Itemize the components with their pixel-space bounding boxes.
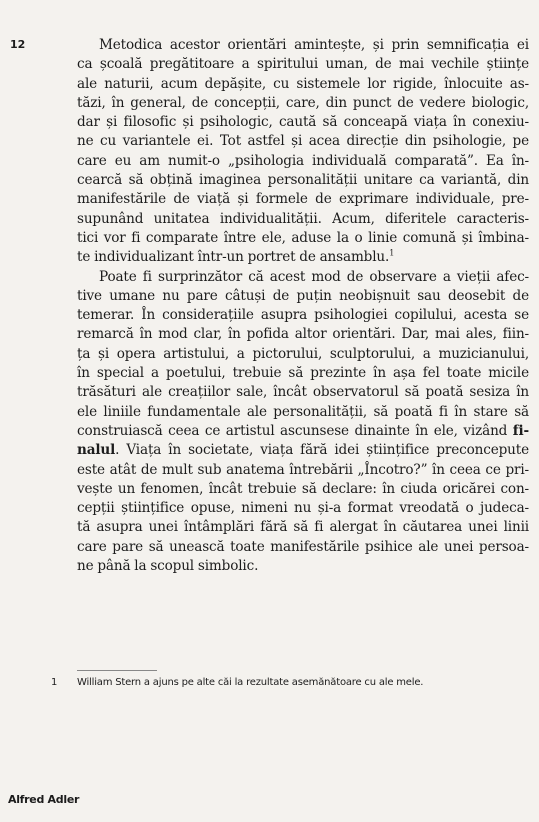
running-footer-author: Alfred Adler xyxy=(8,793,80,806)
text-line: cepții științifice opuse, nimeni nu și-a format vreodată o judeca- xyxy=(77,500,529,517)
text-line xyxy=(77,248,529,267)
text-line: este atât de mult sub anatema întrebării „Încotro?” în ceea ce pri- xyxy=(77,461,529,478)
text-line: trăsături ale creațiilor sale, încât observatorul să poată sesiza în xyxy=(77,384,529,401)
text-line: ele liniile fundamentale ale personalității, să poată fi în stare să xyxy=(77,403,529,420)
text-line: ale naturii, acum depășite, cu sistemele lor rigide, înlocuite as- xyxy=(77,75,529,92)
text-fragment: . Viața în societate, viața fără idei științifice preconcepute xyxy=(115,442,529,459)
footnote-number: 1 xyxy=(51,677,58,688)
footnote-marker[interactable]: 1 xyxy=(389,248,395,258)
page-number: 12 xyxy=(10,38,26,51)
text-line: dar și filosofic și psihologic, caută să conceapă viața în conexiu- xyxy=(77,114,529,131)
text-line: tive umane nu pare câtuși de puțin neobișnuit sau deosebit de xyxy=(77,287,529,304)
text-line: care eu am numit-o „psihologia individuală comparată”. Ea în- xyxy=(77,152,529,169)
text-line: temerar. În considerațiile asupra psihologiei copilului, acesta se xyxy=(77,307,529,324)
text-line: vește un fenomen, încât trebuie să declare: în ciuda oricărei con- xyxy=(77,480,529,497)
footnote-text: William Stern a ajuns pe alte căi la rezultate asemănătoare cu ale mele. xyxy=(77,677,424,688)
text-line: cearcă să obțină imaginea personalității unitare ca variantă, din xyxy=(77,172,529,189)
text-line: ca școală pregătitoare a spiritului uman, de mai vechile științe xyxy=(77,56,529,73)
text-line: ne cu variantele ei. Tot astfel și acea direcție din psihologie, pe xyxy=(77,133,529,150)
text-line: Metodica acestor orientări amintește, și prin semnificația ei xyxy=(99,37,529,53)
bold-text: nalul xyxy=(77,442,116,459)
text-line: care pare să unească toate manifestările psihice ale unei persoa- xyxy=(77,538,529,555)
text-line: tă asupra unei întâmplări fără să fi alergat în căutarea unei linii xyxy=(77,519,529,536)
footnote-divider xyxy=(77,670,157,671)
bold-text: fi- xyxy=(512,422,530,439)
text-fragment: construiască ceea ce artistul ascunsese dinainte în ele, vizând xyxy=(77,422,508,439)
text-line: supunând unitatea individualității. Acum, diferitele caracteris- xyxy=(77,210,529,227)
body-text xyxy=(77,36,529,576)
text-line xyxy=(77,422,529,441)
text-line: în special a poetului, trebuie să prezinte în așa fel toate micile xyxy=(77,365,529,382)
footnote xyxy=(51,677,521,688)
text-line: remarcă în mod clar, în pofida altor orientări. Dar, mai ales, fiin- xyxy=(77,326,529,343)
text-line: ța și opera artistului, a pictorului, sculptorului, a muzicianului, xyxy=(77,345,529,362)
text-line: Poate fi surprinzător că acest mod de observare a vieții afec- xyxy=(99,268,529,285)
text-line: ne până la scopul simbolic. xyxy=(77,558,259,575)
text-fragment: te individualizant într-un portret de ansamblu. xyxy=(77,249,390,266)
text-line: manifestările de viață și formele de exprimare individuale, pre- xyxy=(77,191,529,208)
text-line: tăzi, în general, de concepții, care, din punct de vedere biologic, xyxy=(77,94,529,111)
text-line: tici vor fi comparate între ele, aduse la o linie comună și îmbina- xyxy=(77,229,529,246)
text-line xyxy=(77,441,529,460)
